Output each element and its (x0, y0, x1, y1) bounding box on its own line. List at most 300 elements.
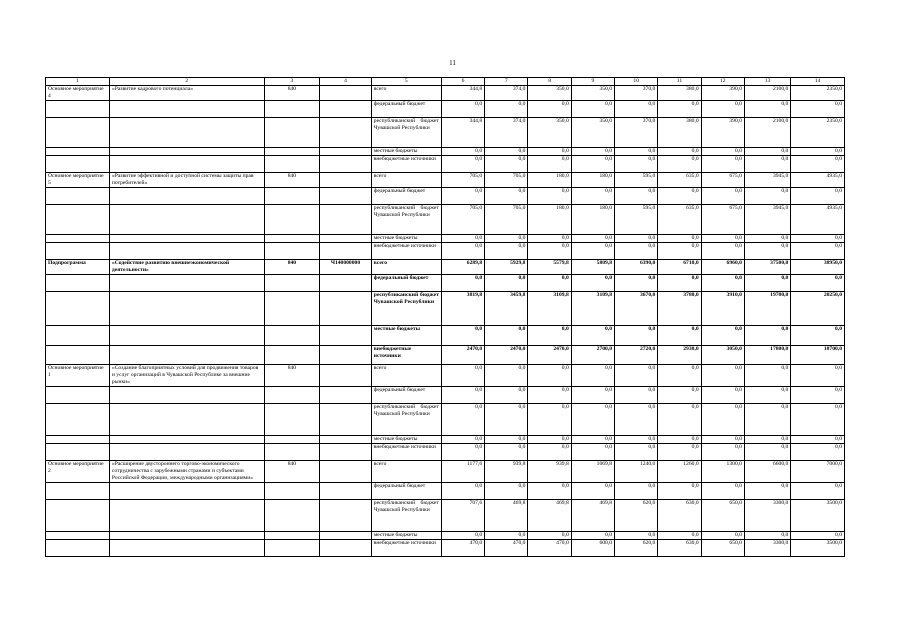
funding-value-cell: 600,0 (571, 539, 614, 556)
funding-value-cell: 0,0 (658, 364, 701, 386)
funding-value-cell: 2350,0 (791, 117, 845, 147)
admin-code-continuation (264, 499, 320, 531)
funding-value-cell: 0,0 (791, 234, 845, 242)
funding-value-cell: 3109,8 (528, 291, 571, 325)
funding-value-cell: 0,0 (441, 403, 484, 435)
section-type-continuation (46, 499, 110, 531)
funding-value-cell: 0,0 (701, 242, 744, 259)
section-type-continuation (46, 435, 110, 443)
funding-value-cell: 0,0 (441, 364, 484, 386)
funding-value-cell: 0,0 (615, 187, 658, 204)
section-name-continuation (109, 482, 264, 499)
funding-value-cell: 3945,0 (744, 172, 790, 187)
funding-value-cell: 0,0 (485, 100, 528, 117)
column-number-cell: 1 (46, 78, 110, 86)
column-number-cell: 5 (371, 78, 441, 86)
funding-row (46, 117, 845, 147)
funding-value-cell: 350,0 (571, 86, 614, 101)
funding-value-cell: 0,0 (701, 482, 744, 499)
column-number-cell: 8 (528, 78, 571, 86)
funding-value-cell: 370,0 (615, 86, 658, 101)
funding-row (46, 482, 845, 499)
funding-value-cell: 635,0 (658, 172, 701, 187)
funding-value-cell: 0,0 (571, 147, 614, 155)
admin-code-continuation (264, 386, 320, 403)
column-number-row (46, 78, 845, 86)
funding-value-cell: 0,0 (701, 274, 744, 291)
admin-code-continuation (264, 291, 320, 325)
budget-class-code-continuation (320, 539, 372, 556)
budget-class-code-continuation (320, 291, 372, 325)
section-type-cell: Основное мероприятие 4 (46, 86, 110, 101)
funding-value-cell: 0,0 (791, 482, 845, 499)
funding-row (46, 403, 845, 435)
funding-value-cell: 0,0 (441, 274, 484, 291)
funding-value-cell: 0,0 (744, 386, 790, 403)
admin-code-continuation (264, 204, 320, 234)
funding-value-cell: 705,0 (485, 172, 528, 187)
funding-value-cell: 2100,0 (744, 86, 790, 101)
funding-source-cell: местные бюджеты (371, 234, 441, 242)
funding-value-cell: 0,0 (744, 325, 790, 345)
funding-value-cell: 0,0 (441, 435, 484, 443)
section-type-continuation (46, 386, 110, 403)
section-type-continuation (46, 325, 110, 345)
funding-value-cell: 3910,0 (701, 291, 744, 325)
section-name-continuation (109, 325, 264, 345)
funding-value-cell: 0,0 (701, 386, 744, 403)
funding-value-cell: 0,0 (485, 147, 528, 155)
funding-value-cell: 650,0 (701, 499, 744, 531)
admin-code-continuation (264, 234, 320, 242)
section-name-cell: «Содействие развитию внешнеэкономической деятельности» (109, 259, 264, 274)
funding-value-cell: 3670,0 (615, 291, 658, 325)
funding-value-cell: 0,0 (744, 155, 790, 172)
admin-code-continuation (264, 117, 320, 147)
admin-code-continuation (264, 539, 320, 556)
funding-value-cell: 0,0 (528, 155, 571, 172)
funding-value-cell: 5579,8 (528, 259, 571, 274)
column-number-cell: 10 (615, 78, 658, 86)
funding-value-cell: 0,0 (701, 155, 744, 172)
admin-code-continuation (264, 155, 320, 172)
funding-value-cell: 0,0 (528, 242, 571, 259)
funding-value-cell: 0,0 (571, 155, 614, 172)
budget-class-code-continuation (320, 403, 372, 435)
funding-source-cell: местные бюджеты (371, 435, 441, 443)
funding-value-cell: 374,0 (485, 117, 528, 147)
funding-value-cell: 6390,0 (615, 259, 658, 274)
funding-row (46, 325, 845, 345)
funding-value-cell: 0,0 (528, 443, 571, 460)
funding-value-cell: 0,0 (791, 386, 845, 403)
funding-value-cell: 0,0 (658, 531, 701, 539)
funding-value-cell: 180,0 (528, 204, 571, 234)
funding-value-cell: 0,0 (701, 531, 744, 539)
funding-source-cell: внебюджетные источники (371, 443, 441, 460)
funding-source-cell: внебюджетные источники (371, 539, 441, 556)
section-name-continuation (109, 531, 264, 539)
funding-value-cell: 3819,8 (441, 291, 484, 325)
funding-value-cell: 0,0 (791, 155, 845, 172)
funding-value-cell: 0,0 (744, 443, 790, 460)
funding-source-cell: республиканский бюджет Чувашской Республики (371, 499, 441, 531)
funding-row (46, 234, 845, 242)
funding-value-cell: 705,0 (485, 204, 528, 234)
funding-value-cell: 0,0 (485, 403, 528, 435)
admin-code-continuation (264, 147, 320, 155)
admin-code-continuation (264, 435, 320, 443)
section-type-cell: Основное мероприятие 5 (46, 172, 110, 187)
funding-value-cell: 0,0 (615, 242, 658, 259)
funding-source-cell: федеральный бюджет (371, 386, 441, 403)
budget-class-code-continuation (320, 345, 372, 364)
funding-value-cell: 0,0 (701, 234, 744, 242)
funding-value-cell: 0,0 (528, 403, 571, 435)
funding-row (46, 539, 845, 556)
funding-row (46, 155, 845, 172)
funding-row (46, 86, 845, 101)
admin-code-cell: 840 (264, 460, 320, 482)
funding-value-cell: 705,0 (441, 204, 484, 234)
funding-value-cell: 1240,0 (615, 460, 658, 482)
section-type-continuation (46, 242, 110, 259)
funding-source-cell: местные бюджеты (371, 325, 441, 345)
funding-value-cell: 469,8 (571, 499, 614, 531)
funding-source-cell: федеральный бюджет (371, 482, 441, 499)
section-name-continuation (109, 443, 264, 460)
funding-value-cell: 470,0 (485, 539, 528, 556)
funding-value-cell: 3500,0 (791, 499, 845, 531)
section-type-cell: Подпрограмма (46, 259, 110, 274)
budget-class-code-continuation (320, 531, 372, 539)
funding-value-cell: 0,0 (441, 187, 484, 204)
funding-value-cell: 390,0 (701, 86, 744, 101)
funding-value-cell: 0,0 (744, 147, 790, 155)
budget-class-code-continuation (320, 100, 372, 117)
funding-value-cell: 0,0 (441, 325, 484, 345)
funding-value-cell: 0,0 (744, 187, 790, 204)
funding-value-cell: 4935,0 (791, 204, 845, 234)
funding-value-cell: 0,0 (528, 386, 571, 403)
funding-value-cell: 0,0 (658, 435, 701, 443)
column-number-cell: 11 (658, 78, 701, 86)
budget-class-code-continuation (320, 386, 372, 403)
budget-class-code-continuation (320, 234, 372, 242)
funding-value-cell: 0,0 (528, 274, 571, 291)
funding-value-cell: 1177,6 (441, 460, 484, 482)
funding-value-cell: 0,0 (571, 234, 614, 242)
funding-value-cell: 2100,0 (744, 117, 790, 147)
funding-source-cell: всего (371, 86, 441, 101)
funding-value-cell: 0,0 (441, 242, 484, 259)
budget-class-code-continuation (320, 147, 372, 155)
page-number: 11 (449, 59, 456, 67)
funding-value-cell: 0,0 (658, 155, 701, 172)
funding-value-cell: 2700,0 (571, 345, 614, 364)
funding-value-cell: 0,0 (658, 403, 701, 435)
admin-code-continuation (264, 345, 320, 364)
funding-value-cell: 0,0 (485, 274, 528, 291)
funding-value-cell: 0,0 (528, 234, 571, 242)
funding-source-cell: федеральный бюджет (371, 274, 441, 291)
section-type-continuation (46, 443, 110, 460)
funding-value-cell: 0,0 (528, 364, 571, 386)
funding-value-cell: 630,0 (658, 499, 701, 531)
funding-value-cell: 3500,0 (791, 539, 845, 556)
funding-value-cell: 0,0 (658, 386, 701, 403)
funding-value-cell: 675,0 (701, 204, 744, 234)
funding-value-cell: 6600,0 (744, 460, 790, 482)
funding-value-cell: 0,0 (485, 435, 528, 443)
funding-value-cell: 0,0 (701, 435, 744, 443)
funding-value-cell: 0,0 (441, 147, 484, 155)
budget-class-code-continuation (320, 117, 372, 147)
budget-class-code-cell (320, 364, 372, 386)
admin-code-cell: 840 (264, 86, 320, 101)
funding-value-cell: 20250,0 (791, 291, 845, 325)
funding-value-cell: 0,0 (571, 482, 614, 499)
funding-source-cell: всего (371, 364, 441, 386)
funding-source-cell: всего (371, 172, 441, 187)
funding-source-cell: внебюджетные источники (371, 155, 441, 172)
section-name-cell: «Расширение двустороннего торгово-экономического сотрудничества с зарубежными странами и субъектами Российской Федерации, международными организациями» (109, 460, 264, 482)
funding-value-cell: 0,0 (791, 187, 845, 204)
funding-source-cell: республиканский бюджет Чувашской Республики (371, 204, 441, 234)
funding-value-cell: 0,0 (701, 100, 744, 117)
funding-value-cell: 0,0 (791, 531, 845, 539)
funding-value-cell: 0,0 (615, 100, 658, 117)
admin-code-continuation (264, 403, 320, 435)
funding-value-cell: 344,8 (441, 86, 484, 101)
funding-value-cell: 2720,0 (615, 345, 658, 364)
funding-value-cell: 470,0 (528, 539, 571, 556)
column-number-cell: 3 (264, 78, 320, 86)
funding-value-cell: 3780,0 (658, 291, 701, 325)
funding-source-cell: республиканский бюджет Чувашской Республики (371, 291, 441, 325)
funding-value-cell: 0,0 (485, 531, 528, 539)
funding-value-cell: 3109,8 (571, 291, 614, 325)
funding-value-cell: 0,0 (571, 386, 614, 403)
funding-value-cell: 38950,0 (791, 259, 845, 274)
section-name-continuation (109, 539, 264, 556)
funding-value-cell: 3459,8 (485, 291, 528, 325)
budget-class-code-cell (320, 86, 372, 101)
funding-value-cell: 0,0 (744, 482, 790, 499)
funding-value-cell: 350,0 (528, 117, 571, 147)
funding-value-cell: 0,0 (658, 100, 701, 117)
budget-class-code-cell: Ч140000000 (320, 259, 372, 274)
funding-value-cell: 0,0 (441, 100, 484, 117)
section-type-continuation (46, 100, 110, 117)
funding-row (46, 443, 845, 460)
funding-value-cell: 0,0 (485, 364, 528, 386)
section-type-continuation (46, 147, 110, 155)
admin-code-continuation (264, 531, 320, 539)
funding-value-cell: 0,0 (571, 443, 614, 460)
funding-value-cell: 5929,8 (485, 259, 528, 274)
funding-value-cell: 344,8 (441, 117, 484, 147)
funding-value-cell: 0,0 (615, 234, 658, 242)
funding-value-cell: 3300,0 (744, 539, 790, 556)
section-name-continuation (109, 499, 264, 531)
funding-value-cell: 350,0 (571, 117, 614, 147)
funding-value-cell: 0,0 (485, 443, 528, 460)
column-number-cell: 6 (441, 78, 484, 86)
funding-value-cell: 675,0 (701, 172, 744, 187)
funding-value-cell: 0,0 (441, 443, 484, 460)
funding-value-cell: 0,0 (791, 274, 845, 291)
financing-table (45, 77, 845, 557)
funding-value-cell: 595,0 (615, 204, 658, 234)
budget-class-code-continuation (320, 187, 372, 204)
funding-value-cell: 0,0 (485, 155, 528, 172)
section-type-continuation (46, 155, 110, 172)
funding-value-cell: 380,0 (658, 86, 701, 101)
funding-value-cell: 0,0 (791, 403, 845, 435)
funding-value-cell: 0,0 (791, 435, 845, 443)
funding-value-cell: 7000,0 (791, 460, 845, 482)
funding-row (46, 172, 845, 187)
funding-value-cell: 180,0 (528, 172, 571, 187)
section-type-continuation (46, 274, 110, 291)
admin-code-continuation (264, 242, 320, 259)
funding-value-cell: 0,0 (744, 234, 790, 242)
funding-value-cell: 0,0 (615, 482, 658, 499)
funding-value-cell: 595,0 (615, 172, 658, 187)
funding-value-cell: 650,0 (701, 539, 744, 556)
budget-class-code-continuation (320, 242, 372, 259)
funding-value-cell: 630,0 (658, 539, 701, 556)
funding-value-cell: 2470,0 (528, 345, 571, 364)
funding-value-cell: 390,0 (701, 117, 744, 147)
funding-value-cell: 0,0 (441, 234, 484, 242)
admin-code-cell: 840 (264, 364, 320, 386)
funding-value-cell: 2930,0 (658, 345, 701, 364)
funding-source-cell: местные бюджеты (371, 147, 441, 155)
funding-value-cell: 3300,0 (744, 499, 790, 531)
funding-source-cell: федеральный бюджет (371, 187, 441, 204)
funding-value-cell: 0,0 (658, 274, 701, 291)
funding-value-cell: 0,0 (441, 386, 484, 403)
funding-value-cell: 0,0 (791, 443, 845, 460)
funding-value-cell: 0,0 (658, 187, 701, 204)
funding-value-cell: 0,0 (571, 274, 614, 291)
funding-value-cell: 0,0 (485, 482, 528, 499)
funding-value-cell: 0,0 (615, 274, 658, 291)
funding-value-cell: 0,0 (571, 403, 614, 435)
section-name-continuation (109, 345, 264, 364)
section-name-continuation (109, 204, 264, 234)
funding-value-cell: 0,0 (658, 234, 701, 242)
funding-value-cell: 620,0 (615, 539, 658, 556)
section-type-continuation (46, 539, 110, 556)
funding-row (46, 242, 845, 259)
funding-value-cell: 180,0 (571, 172, 614, 187)
admin-code-continuation (264, 325, 320, 345)
funding-value-cell: 18700,0 (791, 345, 845, 364)
funding-source-cell: республиканский бюджет Чувашской Республики (371, 403, 441, 435)
funding-value-cell: 0,0 (571, 187, 614, 204)
funding-value-cell: 705,0 (441, 172, 484, 187)
section-name-cell: «Развитие кадрового потенциала» (109, 86, 264, 101)
funding-row (46, 364, 845, 386)
admin-code-cell: 840 (264, 172, 320, 187)
funding-value-cell: 0,0 (791, 100, 845, 117)
budget-class-code-continuation (320, 274, 372, 291)
funding-row (46, 187, 845, 204)
funding-value-cell: 0,0 (791, 147, 845, 155)
funding-value-cell: 4935,0 (791, 172, 845, 187)
funding-value-cell: 0,0 (528, 482, 571, 499)
section-name-continuation (109, 155, 264, 172)
funding-value-cell: 37500,0 (744, 259, 790, 274)
column-number-cell: 9 (571, 78, 614, 86)
budget-class-code-continuation (320, 499, 372, 531)
column-number-cell: 13 (744, 78, 790, 86)
column-number-cell: 4 (320, 78, 372, 86)
funding-value-cell: 0,0 (701, 325, 744, 345)
section-name-continuation (109, 386, 264, 403)
section-name-continuation (109, 242, 264, 259)
admin-code-continuation (264, 100, 320, 117)
section-type-cell: Основное мероприятие 2 (46, 460, 110, 482)
section-type-continuation (46, 482, 110, 499)
funding-row (46, 147, 845, 155)
funding-value-cell: 0,0 (701, 187, 744, 204)
funding-value-cell: 0,0 (658, 443, 701, 460)
funding-value-cell: 0,0 (615, 364, 658, 386)
funding-value-cell: 0,0 (791, 325, 845, 345)
funding-value-cell: 0,0 (744, 531, 790, 539)
admin-code-continuation (264, 443, 320, 460)
funding-value-cell: 469,8 (485, 499, 528, 531)
section-name-continuation (109, 100, 264, 117)
funding-row (46, 460, 845, 482)
funding-row (46, 531, 845, 539)
funding-value-cell: 0,0 (744, 435, 790, 443)
funding-value-cell: 3050,0 (701, 345, 744, 364)
funding-row (46, 499, 845, 531)
section-name-continuation (109, 187, 264, 204)
funding-row (46, 100, 845, 117)
column-number-cell: 7 (485, 78, 528, 86)
funding-value-cell: 2470,0 (441, 345, 484, 364)
funding-value-cell: 0,0 (744, 100, 790, 117)
funding-value-cell: 0,0 (571, 435, 614, 443)
funding-row (46, 386, 845, 403)
funding-value-cell: 0,0 (658, 242, 701, 259)
column-number-cell: 2 (109, 78, 264, 86)
funding-value-cell: 0,0 (658, 147, 701, 155)
budget-class-code-continuation (320, 482, 372, 499)
funding-value-cell: 5809,8 (571, 259, 614, 274)
funding-value-cell: 0,0 (615, 403, 658, 435)
funding-value-cell: 0,0 (485, 242, 528, 259)
section-type-continuation (46, 531, 110, 539)
funding-value-cell: 0,0 (528, 100, 571, 117)
funding-source-cell: местные бюджеты (371, 531, 441, 539)
funding-row (46, 291, 845, 325)
funding-value-cell: 6710,0 (658, 259, 701, 274)
funding-value-cell: 939,8 (485, 460, 528, 482)
section-type-continuation (46, 117, 110, 147)
admin-code-continuation (264, 187, 320, 204)
funding-value-cell: 939,8 (528, 460, 571, 482)
funding-value-cell: 19700,0 (744, 291, 790, 325)
funding-value-cell: 3945,0 (744, 204, 790, 234)
section-name-continuation (109, 234, 264, 242)
